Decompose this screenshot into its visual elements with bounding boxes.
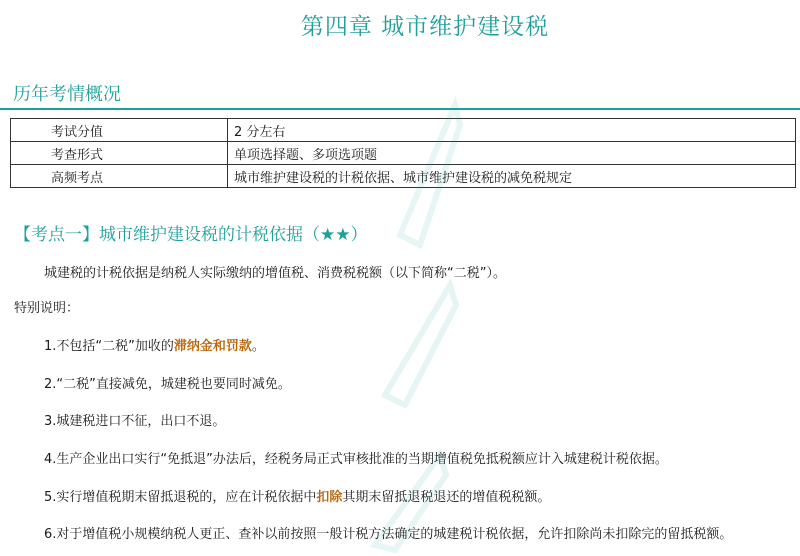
intro-paragraph: 城建税的计税依据是纳税人实际缴纳的增值税、消费税税额（以下简称“二税”）。 [44,266,506,281]
table-key-cell: 考试分值 [11,119,228,142]
overview-table [10,118,796,188]
item-text: 1.不包括“二税”加收的 [44,339,174,354]
list-item: 2.“二税”直接减免，城建税也要同时减免。 [44,377,291,392]
point-one-heading: 【考点一】城市维护建设税的计税依据（★★） [14,225,368,245]
table-row [11,119,796,142]
list-item [44,335,265,354]
table-value-cell: 2 分左右 [228,119,796,142]
overview-heading: 历年考情概况 [13,84,121,105]
highlight-text: 滞纳金和罚款 [173,339,252,354]
item-text: 。 [251,339,265,354]
list-item: 4.生产企业出口实行“免抵退”办法后，经税务局正式审核批准的当期增值税免抵税额应计入城建税计税依据。 [44,452,668,467]
table-row [11,142,796,165]
table-key-cell: 考查形式 [11,142,228,165]
list-item: 3.城建税进口不征，出口不退。 [44,414,226,429]
table-value-cell: 城市维护建设税的计税依据、城市维护建设税的减免税规定 [228,165,796,188]
item-text: 5.实行增值税期末留抵退税的，应在计税依据中 [44,490,317,505]
list-item [44,486,550,505]
highlight-text: 扣除 [316,490,343,505]
note-label: 特别说明： [14,301,80,316]
heading-divider [0,108,800,110]
list-item: 6.对于增值税小规模纳税人更正、查补以前按照一般计税方法确定的城建税计税依据，允许扣除尚未扣除完的留抵税额。 [44,527,733,542]
item-text: 其期末留抵退税退还的增值税税额。 [342,490,551,505]
table-value-cell: 单项选择题、多项选项题 [228,142,796,165]
table-row [11,165,796,188]
table-key-cell: 高频考点 [11,165,228,188]
page-title: 第四章 城市维护建设税 [300,14,550,40]
